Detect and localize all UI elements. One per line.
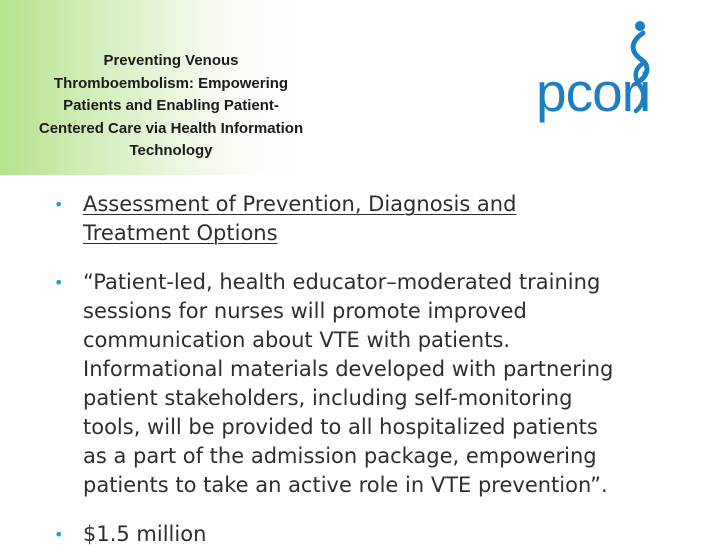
bullet-marker: • xyxy=(54,525,64,544)
title-line: Technology xyxy=(129,142,213,159)
bullet-quote xyxy=(54,268,704,500)
bullet-list xyxy=(54,190,704,549)
bullet-line: Informational materials developed with partnering xyxy=(83,357,614,381)
bullet-line: patients to take an active role in VTE prevention”. xyxy=(83,473,608,497)
title-line: Centered Care via Health Information xyxy=(38,119,304,137)
bullet-marker: • xyxy=(54,273,64,292)
person-figure-icon xyxy=(620,20,660,115)
bullet-line: tools, will be provided to all hospitalized patients xyxy=(83,415,598,439)
bullet-text xyxy=(83,520,704,549)
bullet-line: as a part of the admission package, empowering xyxy=(83,444,597,468)
title-line: Thromboembolism: Empowering xyxy=(53,74,289,92)
slide-title xyxy=(8,50,334,163)
bullet-line: “Patient-led, health educator–moderated training xyxy=(83,270,601,294)
bullet-funding xyxy=(54,520,704,549)
logo-wordmark: pcori xyxy=(536,61,651,123)
bullet-line: Treatment Options xyxy=(83,221,278,245)
bullet-line: Assessment of Prevention, Diagnosis and xyxy=(83,192,517,216)
pcori-logo xyxy=(536,20,676,130)
bullet-assessment xyxy=(54,190,704,248)
title-line: Patients and Enabling Patient- xyxy=(63,97,279,114)
bullet-line: communication about VTE with patients. xyxy=(83,328,511,352)
title-line: Preventing Venous xyxy=(103,52,239,69)
bullet-marker: • xyxy=(54,195,64,214)
bullet-text xyxy=(83,268,704,500)
bullet-text xyxy=(83,190,704,248)
bullet-line: $1.5 million xyxy=(83,522,207,546)
bullet-line: sessions for nurses will promote improved xyxy=(83,299,527,323)
bullet-line: patient stakeholders, including self-monitoring xyxy=(83,386,573,410)
